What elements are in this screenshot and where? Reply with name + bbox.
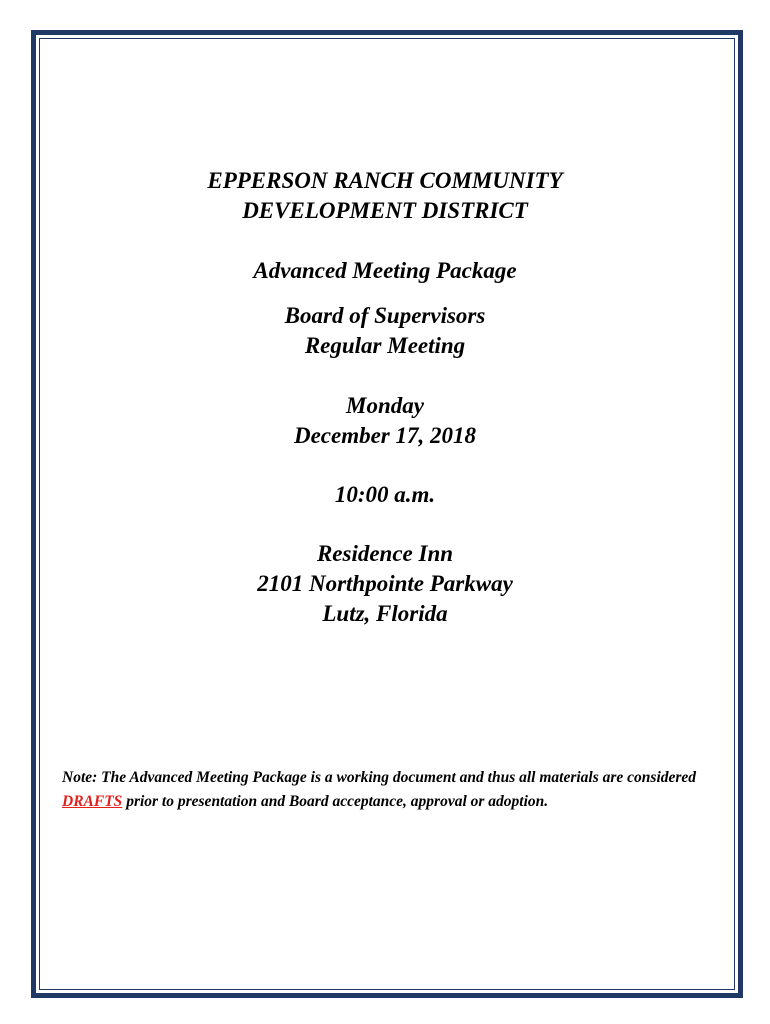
meeting-venue bbox=[0, 539, 770, 629]
venue-address: 2101 Northpointe Parkway bbox=[257, 571, 513, 596]
package-title: Advanced Meeting Package bbox=[253, 258, 517, 283]
meeting-type bbox=[0, 301, 770, 361]
drafts-note bbox=[62, 766, 722, 814]
drafts-highlight: DRAFTS bbox=[62, 793, 123, 810]
board-line-2: Regular Meeting bbox=[304, 333, 466, 358]
venue-city: Lutz, Florida bbox=[322, 601, 448, 626]
title-line-1: EPPERSON RANCH COMMUNITY bbox=[207, 168, 563, 193]
package-heading bbox=[0, 256, 770, 286]
meeting-time bbox=[0, 480, 770, 510]
note-prefix: Note: The Advanced Meeting Package is a working document and thus all materials are considered bbox=[62, 769, 697, 786]
district-title bbox=[0, 166, 770, 226]
title-line-2: DEVELOPMENT DISTRICT bbox=[242, 198, 528, 223]
meeting-date bbox=[0, 391, 770, 451]
meeting-day: Monday bbox=[346, 393, 424, 418]
venue-name: Residence Inn bbox=[316, 541, 454, 566]
note-suffix: prior to presentation and Board acceptance, approval or adoption. bbox=[122, 793, 549, 810]
meeting-date-text: December 17, 2018 bbox=[293, 423, 477, 448]
meeting-time-text: 10:00 a.m. bbox=[334, 482, 436, 507]
board-line-1: Board of Supervisors bbox=[284, 303, 486, 328]
